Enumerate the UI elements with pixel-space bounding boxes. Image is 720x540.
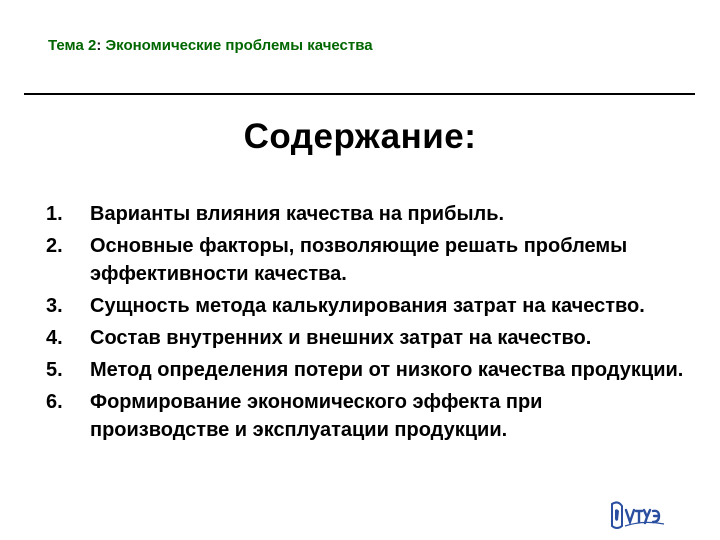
item-number: 4. — [46, 327, 63, 349]
list-item — [46, 292, 686, 320]
topic-title: Экономические проблемы качества — [101, 37, 373, 54]
topic-separator: : — [96, 37, 102, 54]
slide-title: Содержание: — [243, 117, 477, 156]
item-number: 2. — [46, 235, 63, 257]
item-text: Состав внутренних и внешних затрат на качество. — [90, 327, 592, 349]
item-number: 5. — [46, 359, 63, 381]
list-item — [46, 356, 686, 384]
list-item — [46, 388, 686, 444]
list-item — [46, 200, 686, 228]
item-number: 3. — [46, 295, 63, 317]
list-item — [46, 232, 686, 288]
university-logo-icon — [608, 498, 668, 532]
item-text: Сущность метода калькулирования затрат на качество. — [90, 295, 645, 317]
topic-label: Тема 2 — [48, 37, 97, 54]
contents-list — [46, 200, 686, 448]
list-item — [46, 324, 686, 352]
item-text: Формирование экономического эффекта при производстве и эксплуатации продукции. — [90, 391, 543, 441]
item-number: 6. — [46, 391, 63, 413]
item-text: Основные факторы, позволяющие решать проблемы эффективности качества. — [90, 235, 628, 285]
header-divider — [24, 93, 695, 95]
slide-header — [48, 37, 373, 54]
item-text: Метод определения потери от низкого качества продукции. — [90, 359, 684, 381]
item-text: Варианты влияния качества на прибыль. — [90, 203, 505, 225]
item-number: 1. — [46, 203, 63, 225]
